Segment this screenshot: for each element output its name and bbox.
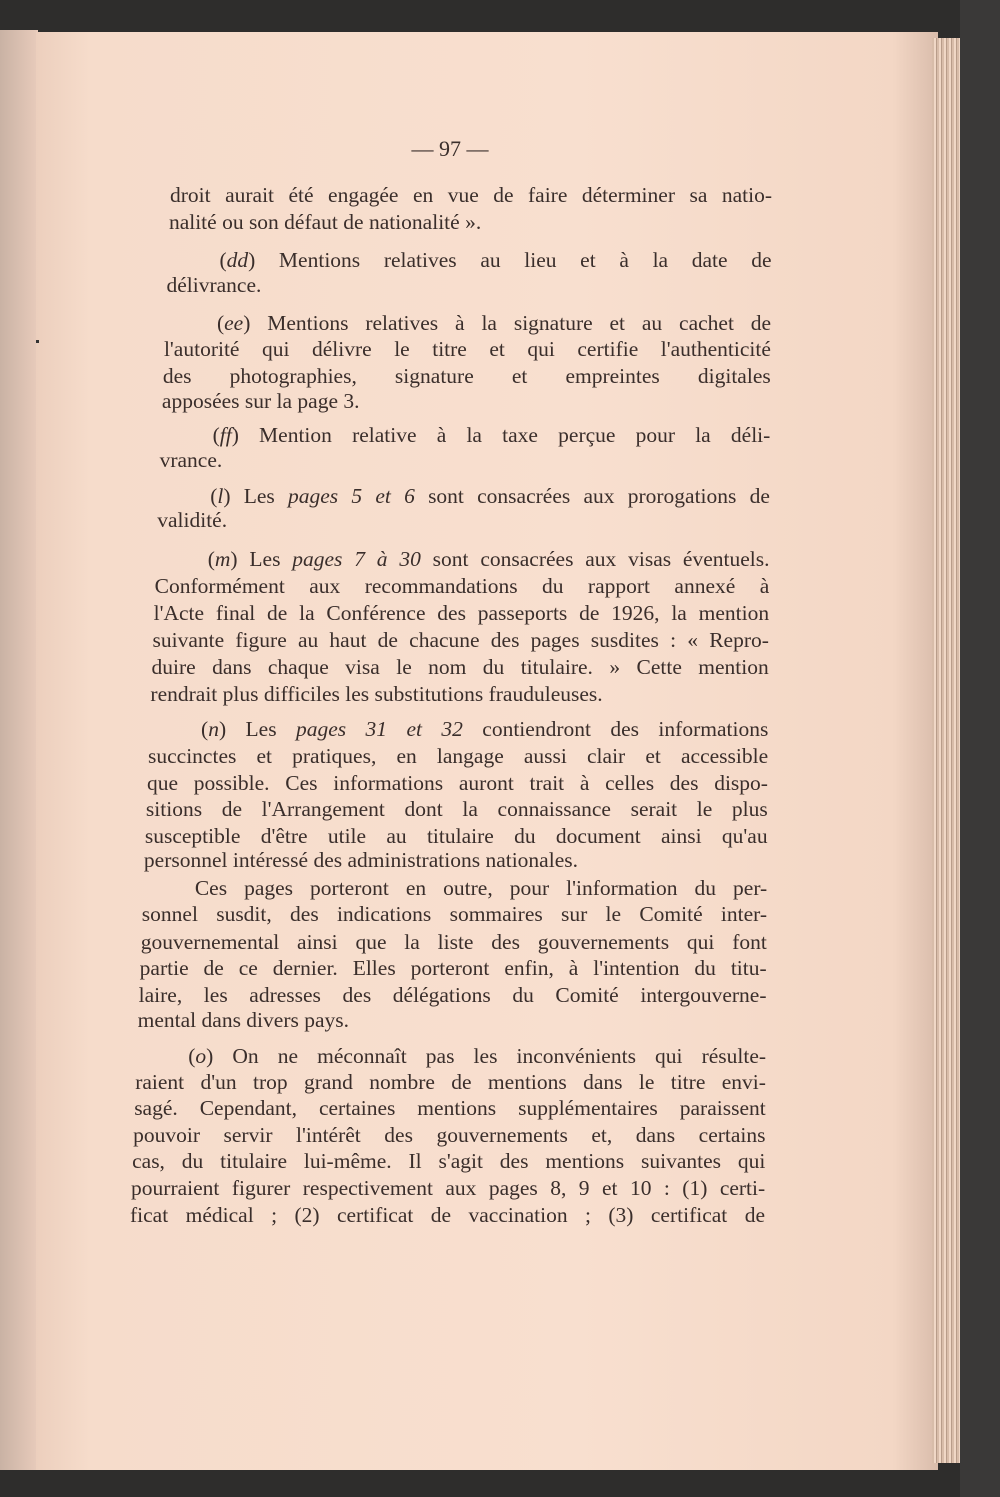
text-segment: mental dans divers pays. xyxy=(137,1008,350,1032)
text-line xyxy=(150,681,768,707)
text-segment: partie de ce dernier. Elles porteront enfin, à l'intention du titu- xyxy=(139,956,767,980)
text-line xyxy=(162,388,771,414)
italic-text: o xyxy=(195,1044,207,1068)
text-segment: susceptible d'être utile au titulaire du document ainsi qu'au xyxy=(144,824,768,848)
text-line xyxy=(166,272,771,298)
text-line xyxy=(160,447,771,473)
text-segment: ( xyxy=(207,547,215,571)
text-segment: ( xyxy=(216,311,225,335)
italic-text: m xyxy=(214,547,231,571)
text-segment: raient d'un trop grand nombre de mentions dans le titre envi- xyxy=(135,1070,766,1094)
text-line xyxy=(157,507,770,533)
text-line xyxy=(154,600,770,626)
text-segment: succinctes et pratiques, en langage aussi clair et accessible xyxy=(148,744,769,768)
text-segment: ficat médical ; (2) certificat de vaccination ; (3) certificat de xyxy=(130,1203,765,1227)
text-line xyxy=(163,363,771,389)
text-line xyxy=(169,209,772,235)
text-segment: nalité ou son défaut de nationalité ». xyxy=(168,210,482,234)
text-segment: cas, du titulaire lui-même. Il s'agit des mentions suivantes qui xyxy=(132,1149,766,1173)
italic-text: ee xyxy=(224,311,244,335)
text-segment: laire, les adresses des délégations du Comité intergouverne- xyxy=(138,983,767,1007)
page-number: — 97 — xyxy=(411,136,489,161)
margin-mark xyxy=(36,340,39,343)
text-segment: Ces pages porteront en outre, pour l'information du per- xyxy=(194,876,768,900)
text-segment: sitions de l'Arrangement dont la connaissance serait le plus xyxy=(145,797,768,821)
text-segment: sont consacrées aux prorogations de xyxy=(414,484,770,508)
text-segment: que possible. Ces informations auront trait à celles des dispo- xyxy=(146,771,768,795)
text-line xyxy=(217,310,771,336)
text-line xyxy=(151,654,768,680)
text-line xyxy=(142,901,767,927)
italic-text: pages 7 à 30 xyxy=(292,547,421,571)
italic-text: n xyxy=(208,717,219,741)
text-segment: sagé. Cependant, certaines mentions supplémentaires paraissent xyxy=(134,1096,766,1120)
scan-background xyxy=(960,0,1000,1497)
text-segment: ( xyxy=(210,484,218,508)
text-segment: gouvernemental ainsi que la liste des gouvernements qui font xyxy=(140,930,767,954)
text-line xyxy=(210,483,770,509)
text-segment: ( xyxy=(201,717,209,741)
text-segment: ( xyxy=(219,248,227,272)
text-segment: suivante figure au haut de chacune des pages susdites : « Repro- xyxy=(152,628,769,652)
text-segment: droit aurait été engagée en vue de faire déterminer sa natio- xyxy=(170,183,772,207)
text-line xyxy=(146,796,768,822)
text-segment: l'Acte final de la Conférence des passeports de 1926, la mention xyxy=(153,601,770,625)
text-segment: ) Les xyxy=(223,484,288,508)
text-line xyxy=(148,743,768,769)
text-segment: ) Les xyxy=(218,717,296,741)
text-line xyxy=(147,770,768,796)
text-line xyxy=(135,1069,766,1095)
text-segment: sont consacrées aux visas éventuels. xyxy=(420,547,770,571)
italic-text: pages 5 et 6 xyxy=(288,484,415,508)
text-segment: sonnel susdit, des indications sommaires sur le Comité inter- xyxy=(141,902,768,926)
text-line xyxy=(155,573,770,599)
text-line xyxy=(139,982,767,1008)
text-segment: personnel intéressé des administrations nationales. xyxy=(143,848,578,872)
text-line xyxy=(201,716,768,742)
text-line xyxy=(131,1175,765,1201)
text-line xyxy=(130,1202,765,1228)
text-segment: ( xyxy=(212,423,220,447)
text-line xyxy=(170,182,772,208)
italic-text: ff xyxy=(219,423,232,447)
text-segment: ) On ne méconnaît pas les inconvénients qui résulte- xyxy=(206,1044,767,1068)
italic-text: l xyxy=(217,484,224,508)
text-segment: validité. xyxy=(157,508,228,532)
text-segment: ) Mention relative à la taxe perçue pour la déli- xyxy=(231,423,771,447)
text-line xyxy=(132,1148,765,1174)
text-line xyxy=(141,929,767,955)
text-line xyxy=(144,847,768,873)
text-segment: des photographies, signature et empreintes digitales xyxy=(162,364,771,388)
text-line xyxy=(138,1007,767,1033)
text-segment: l'autorité qui délivre le titre et qui certifie l'authenticité xyxy=(163,337,771,361)
text-line xyxy=(140,955,767,981)
italic-text: pages 31 et 32 xyxy=(295,717,463,741)
text-segment: apposées sur la page 3. xyxy=(161,389,360,413)
text-segment: vrance. xyxy=(159,448,223,472)
text-line xyxy=(134,1095,766,1121)
text-segment: ) Les xyxy=(230,547,293,571)
text-segment: Conformément aux recommandations du rapport annexé à xyxy=(154,574,770,598)
text-line xyxy=(213,422,771,448)
text-segment: contiendront des informations xyxy=(462,717,769,741)
text-line xyxy=(133,1122,765,1148)
italic-text: dd xyxy=(226,248,249,272)
text-segment: délivrance. xyxy=(166,273,262,297)
text-line xyxy=(188,1043,766,1069)
text-line xyxy=(195,875,767,901)
text-line xyxy=(145,823,768,849)
text-segment: pouvoir servir l'intérêt des gouvernements et, dans certains xyxy=(133,1123,766,1147)
text-segment: rendrait plus difficiles les substitutions frauduleuses. xyxy=(150,682,603,706)
text-line xyxy=(164,336,771,362)
text-segment: pourraient figurer respectivement aux pages 8, 9 et 10 : (1) certi- xyxy=(131,1176,766,1200)
text-segment: ( xyxy=(188,1044,196,1068)
text-segment: ) Mentions relatives au lieu et à la date de xyxy=(248,248,772,272)
text-segment: duire dans chaque visa le nom du titulaire. » Cette mention xyxy=(151,655,769,679)
text-segment: ) Mentions relatives à la signature et au cachet de xyxy=(243,311,772,335)
text-line xyxy=(208,546,770,572)
facing-page-edge xyxy=(0,30,38,1470)
text-line xyxy=(219,247,771,273)
text-line xyxy=(153,627,769,653)
